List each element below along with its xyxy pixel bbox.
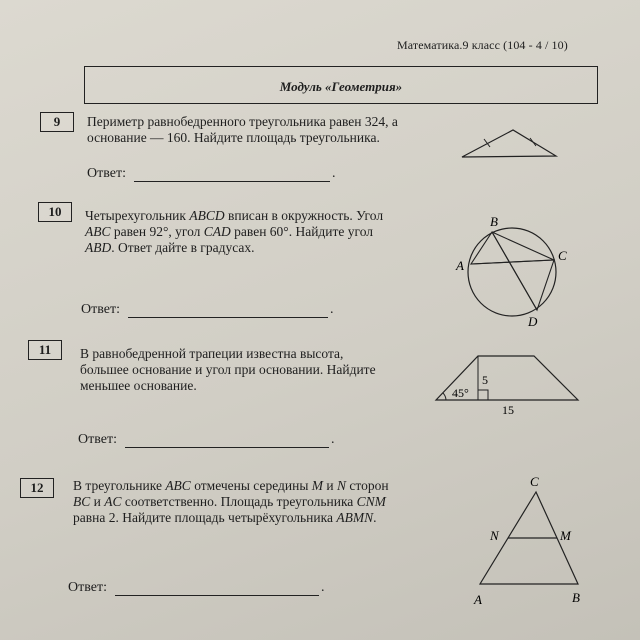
question-11-text bbox=[80, 346, 418, 394]
question-10-number: 10 bbox=[38, 202, 72, 222]
question-11-line: большее основание и угол при основании. Найдите bbox=[80, 362, 376, 377]
answer-label: Ответ: bbox=[68, 580, 107, 595]
vertex-label-c: C bbox=[558, 248, 567, 263]
question-12-line: В треугольнике ABC отмечены середины M и N сторон bbox=[73, 478, 389, 493]
answer-label: Ответ: bbox=[81, 302, 120, 317]
question-12-text bbox=[73, 478, 443, 526]
answer-label: Ответ: bbox=[87, 166, 126, 181]
vertex-label-b: B bbox=[572, 590, 580, 605]
triangle-midline-figure bbox=[468, 474, 588, 614]
question-11-line: В равнобедренной трапеции известна высота, bbox=[80, 346, 344, 361]
point-label-m: M bbox=[560, 528, 571, 543]
question-9-line: основание — 160. Найдите площадь треугольника. bbox=[87, 130, 380, 145]
module-title: Модуль «Геометрия» bbox=[279, 79, 403, 94]
answer-end: . bbox=[329, 302, 334, 317]
question-9-line: Периметр равнобедренного треугольника равен 324, а bbox=[87, 114, 398, 129]
answer-end: . bbox=[320, 580, 325, 595]
module-banner bbox=[84, 66, 598, 104]
question-10-line: ABC равен 92°, угол CAD равен 60°. Найдите угол bbox=[85, 224, 374, 239]
angle-label: 45° bbox=[452, 386, 469, 400]
side-bc bbox=[492, 232, 554, 260]
diagonal-ac bbox=[471, 260, 554, 264]
page-header: Математика.9 класс (104 - 4 / 10) bbox=[397, 38, 568, 52]
trapezoid-figure bbox=[432, 350, 582, 420]
height-label: 5 bbox=[482, 373, 488, 387]
question-10-line: ABD. Ответ дайте в градусах. bbox=[85, 240, 255, 255]
vertex-label-a: A bbox=[456, 258, 464, 273]
question-9-text bbox=[87, 114, 443, 146]
right-angle-mark bbox=[478, 390, 488, 400]
answer-9-field[interactable] bbox=[134, 167, 330, 182]
diagonal-bd bbox=[492, 232, 537, 310]
question-9-number: 9 bbox=[40, 112, 74, 132]
question-10-line: Четырехугольник ABCD вписан в окружность. Угол bbox=[85, 208, 384, 223]
isosceles-triangle-figure bbox=[458, 124, 558, 164]
question-10-text bbox=[85, 208, 443, 256]
vertex-label-d: D bbox=[528, 314, 538, 329]
isosceles-triangle bbox=[462, 130, 556, 157]
answer-12 bbox=[68, 580, 324, 596]
question-11-line: меньшее основание. bbox=[80, 378, 197, 393]
point-label-n: N bbox=[490, 528, 499, 543]
answer-label: Ответ: bbox=[78, 432, 117, 447]
answer-end: . bbox=[330, 432, 335, 447]
answer-12-field[interactable] bbox=[115, 581, 319, 596]
answer-11 bbox=[78, 432, 334, 448]
equal-side-tick bbox=[530, 138, 536, 146]
base-label: 15 bbox=[502, 403, 514, 417]
inscribed-quadrilateral-figure bbox=[456, 212, 572, 332]
vertex-label-a: A bbox=[474, 592, 482, 607]
answer-10-field[interactable] bbox=[128, 303, 328, 318]
vertex-label-c: C bbox=[530, 474, 539, 489]
answer-11-field[interactable] bbox=[125, 433, 329, 448]
angle-arc bbox=[443, 393, 446, 400]
answer-end: . bbox=[331, 166, 336, 181]
question-12-line: равна 2. Найдите площадь четырёхугольника ABMN. bbox=[73, 510, 377, 525]
vertex-label-b: B bbox=[490, 214, 498, 229]
answer-9 bbox=[87, 166, 335, 182]
question-11-number: 11 bbox=[28, 340, 62, 360]
question-12-number: 12 bbox=[20, 478, 54, 498]
quadrilateral-abcd bbox=[471, 232, 554, 310]
answer-10 bbox=[81, 302, 333, 318]
question-12-line: BC и AC соответственно. Площадь треугольника CNM bbox=[73, 494, 386, 509]
